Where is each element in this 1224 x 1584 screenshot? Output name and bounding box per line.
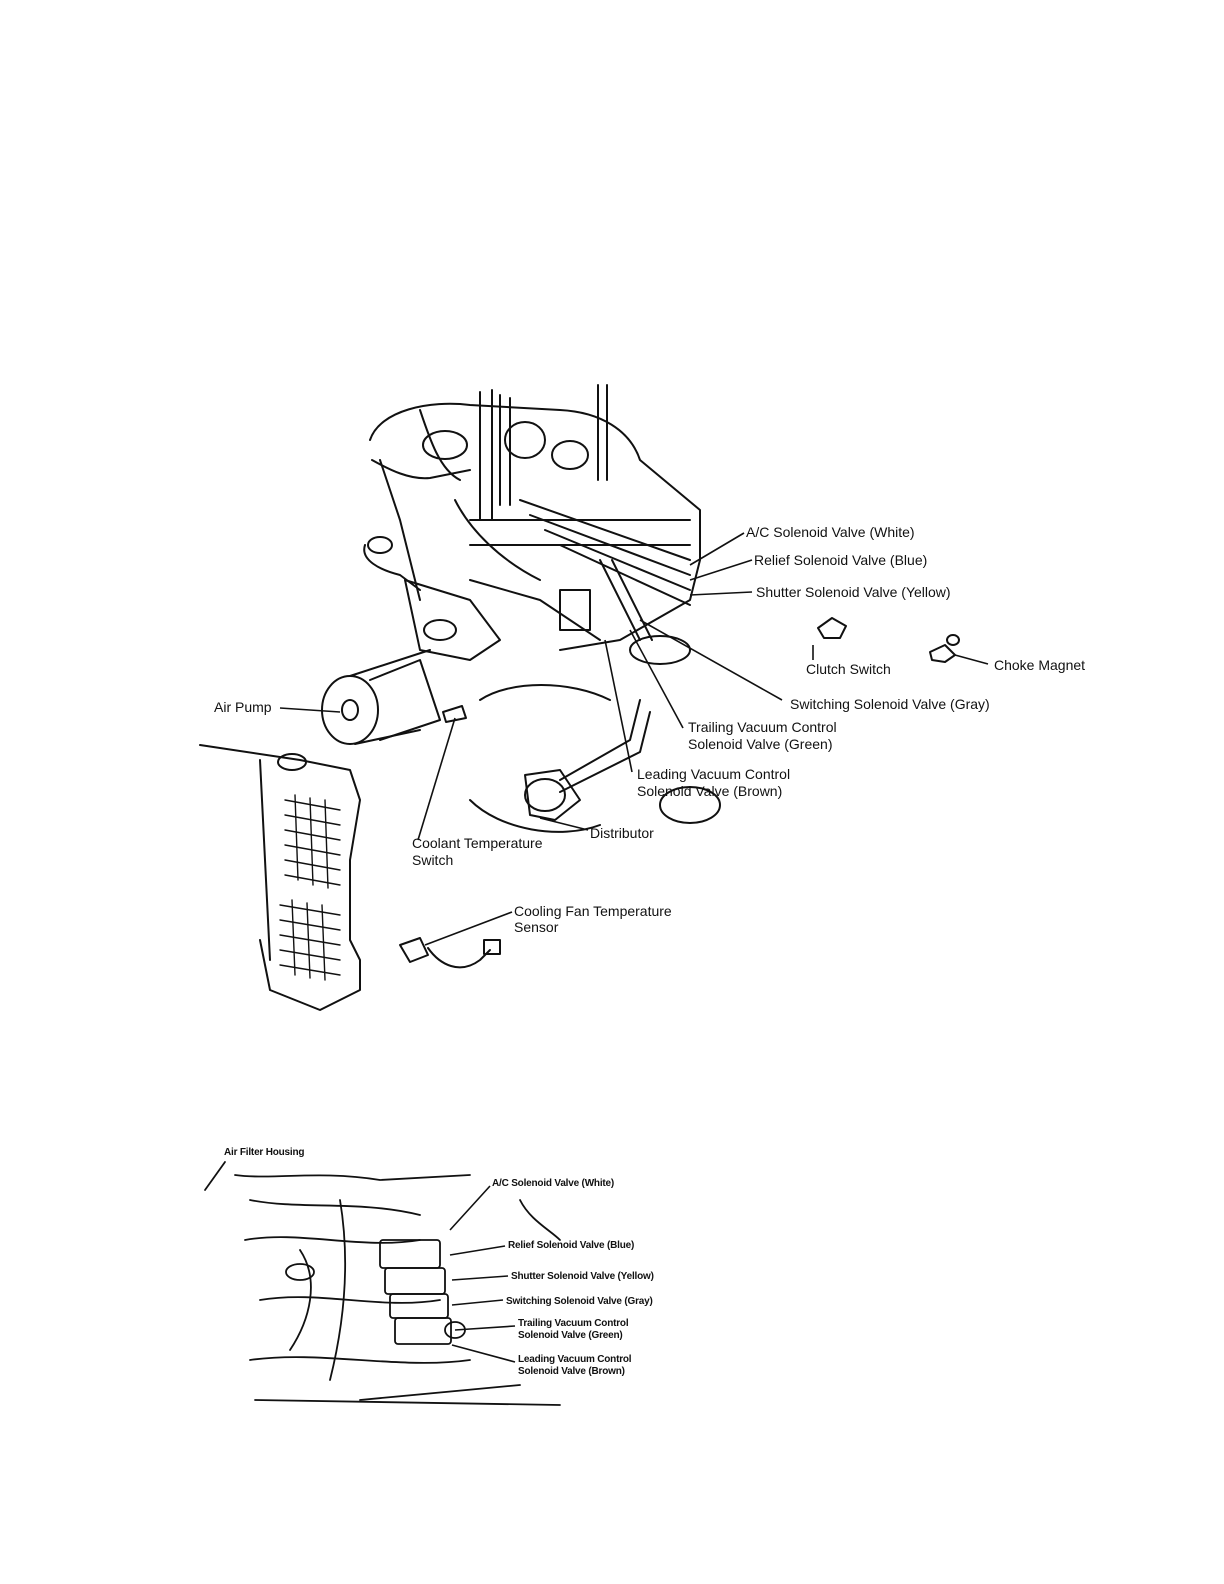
label2-switching-solenoid-valve: Switching Solenoid Valve (Gray) bbox=[506, 1296, 653, 1307]
label-distributor: Distributor bbox=[590, 825, 654, 841]
label-clutch-switch: Clutch Switch bbox=[806, 661, 891, 677]
label-switching-solenoid-valve: Switching Solenoid Valve (Gray) bbox=[790, 696, 990, 712]
label-shutter-solenoid-valve: Shutter Solenoid Valve (Yellow) bbox=[756, 584, 951, 600]
label2-relief-solenoid-valve: Relief Solenoid Valve (Blue) bbox=[508, 1240, 635, 1251]
photo-closeup-illustration bbox=[205, 1162, 560, 1405]
label2-trailing-vacuum-control-1: Trailing Vacuum Control bbox=[518, 1318, 629, 1329]
intake-manifold-illustration bbox=[370, 385, 700, 664]
label-choke-magnet: Choke Magnet bbox=[994, 657, 1086, 673]
label2-trailing-vacuum-control-2: Solenoid Valve (Green) bbox=[518, 1330, 623, 1341]
distributor-illustration bbox=[470, 685, 720, 832]
label2-ac-solenoid-valve: A/C Solenoid Valve (White) bbox=[492, 1178, 615, 1189]
label-trailing-vacuum-control-2: Solenoid Valve (Green) bbox=[688, 736, 833, 752]
label-air-pump: Air Pump bbox=[214, 699, 272, 715]
label-relief-solenoid-valve: Relief Solenoid Valve (Blue) bbox=[754, 552, 928, 568]
label-ac-solenoid-valve: A/C Solenoid Valve (White) bbox=[746, 524, 915, 540]
label2-leading-vacuum-control-2: Solenoid Valve (Brown) bbox=[518, 1366, 625, 1377]
label-trailing-vacuum-control-1: Trailing Vacuum Control bbox=[688, 719, 837, 735]
label-coolant-temperature-1: Coolant Temperature bbox=[412, 835, 543, 851]
label-leading-vacuum-control-1: Leading Vacuum Control bbox=[637, 766, 791, 782]
label-cooling-fan-sensor-1: Cooling Fan Temperature bbox=[514, 903, 672, 919]
label-cooling-fan-sensor-2: Sensor bbox=[514, 919, 559, 935]
label2-shutter-solenoid-valve: Shutter Solenoid Valve (Yellow) bbox=[511, 1271, 654, 1282]
label-leading-vacuum-control-2: Solenoid Valve (Brown) bbox=[637, 783, 783, 799]
label-air-filter-housing: Air Filter Housing bbox=[224, 1147, 305, 1158]
photo-leader-lines bbox=[450, 1186, 515, 1362]
radiator-illustration bbox=[200, 745, 360, 1010]
label-coolant-temperature-2: Switch bbox=[412, 852, 454, 868]
label2-leading-vacuum-control-1: Leading Vacuum Control bbox=[518, 1354, 632, 1365]
